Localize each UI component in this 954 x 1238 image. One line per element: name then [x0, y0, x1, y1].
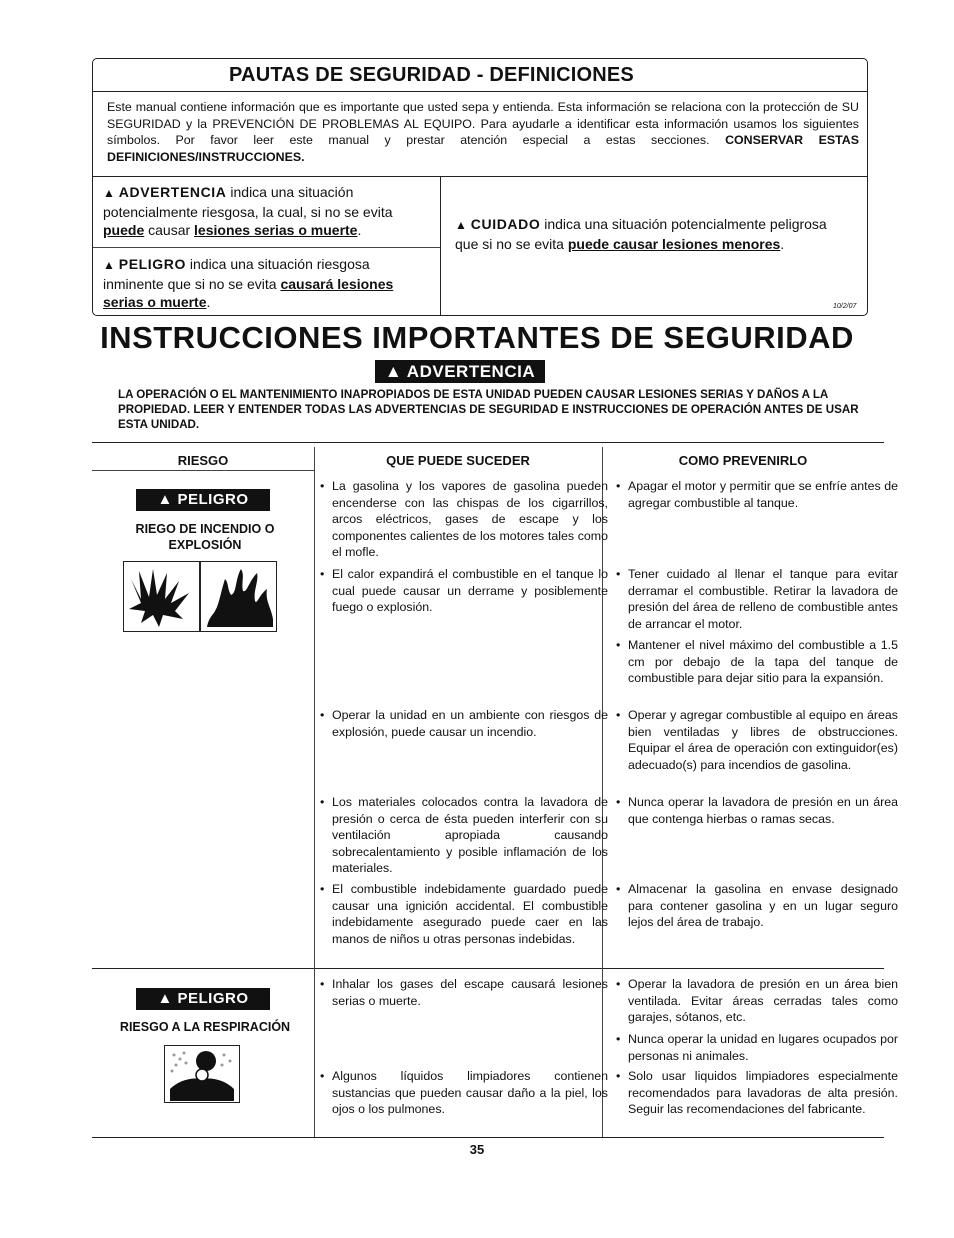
- cuidado-underline: puede causar lesiones menores: [567, 235, 781, 252]
- column-header-que-puede-suceder: QUE PUEDE SUCEDER: [386, 453, 530, 468]
- fire-explosion-icons: [123, 561, 277, 632]
- table-column-divider: [314, 447, 315, 1137]
- warning-triangle-icon: ▲: [103, 186, 115, 200]
- advertencia-text2: causar: [148, 222, 191, 238]
- list-item: • El combustible indebidamente guardado puede causar una ignición accidental. El combustible indebidamente asegurado puede caer en las manos de niños u otras personas indebidas.: [318, 881, 608, 947]
- column-header-como-prevenirlo: COMO PREVENIRLO: [678, 453, 808, 468]
- peligro-text: indica una situación riesgosa inminente que si no se evita: [103, 256, 370, 292]
- peligro-badge: ▲ PELIGRO: [136, 988, 270, 1010]
- risk-label-fire: RIEGO DE INCENDIO O EXPLOSIÓN: [135, 522, 275, 552]
- peligro-definition: [103, 255, 433, 312]
- intro-bold-text: CONSERVAR ESTAS DEFINICIONES/INSTRUCCIONES.: [107, 133, 859, 164]
- table-bottom-rule: [92, 1137, 884, 1138]
- cuidado-keyword: CUIDADO: [470, 216, 541, 232]
- page-number: 35: [469, 1142, 485, 1157]
- column-header-riesgo: RIESGO: [177, 453, 229, 468]
- advertencia-keyword: ADVERTENCIA: [118, 184, 227, 200]
- advertencia-definition: [103, 183, 433, 240]
- list-item: • Algunos líquidos limpiadores contienen sustancias que pueden causar daño a la piel, los ojos o los pulmones.: [318, 1068, 608, 1118]
- list-item: • Nunca operar la unidad en lugares ocupados por personas ni animales.: [614, 1031, 898, 1064]
- list-item: • Los materiales colocados contra la lavadora de presión o cerca de ésta pueden interferir con su ventilación apropiada causando sobrecalentamiento y posible inflamación de los materiales.: [318, 794, 608, 877]
- warning-triangle-icon: ▲: [455, 218, 467, 232]
- definitions-box: [92, 58, 868, 316]
- risk-label-breathing: RIESGO A LA RESPIRACIÓN: [119, 1020, 291, 1034]
- page-title: INSTRUCCIONES IMPORTANTES DE SEGURIDAD: [100, 320, 854, 355]
- list-item: • Tener cuidado al llenar el tanque para evitar derramar el combustible. Retirar la lavadora de presión del área de relleno de combustible antes de arrancar el motor.: [614, 566, 898, 632]
- warning-text: LA OPERACIÓN O EL MANTENIMIENTO INAPROPIADOS DE ESTA UNIDAD PUEDEN CAUSAR LESIONES SERIAS Y DAÑOS A LA PROPIEDAD. LEER Y ENTENDER TODAS LAS ADVERTENCIAS DE SEGURIDAD E INSTRUCCIONES DE OPERACIÓN ANTES DE USAR ESTA UNIDAD.: [118, 388, 859, 431]
- cuidado-end: .: [780, 235, 785, 252]
- table-section-rule: [92, 968, 884, 969]
- list-item: • Mantener el nivel máximo del combustible a 1.5 cm por debajo de la tapa del tanque de combustible para dejar sitio para la expansión.: [614, 637, 898, 687]
- list-item: • Nunca operar la lavadora de presión en un área que contenga hierbas o ramas secas.: [614, 794, 898, 827]
- advertencia-underline: lesiones serias o muerte: [194, 222, 358, 238]
- cuidado-definition: [455, 215, 835, 253]
- list-item: • Almacenar la gasolina en envase designado para contener gasolina y en un lugar seguro lejos del área de trabajo.: [614, 881, 898, 931]
- table-top-rule: [92, 442, 884, 443]
- list-item: • Solo usar liquidos limpiadores especialmente recomendados para lavadoras de alta presión. Seguir las recomendaciones del fabricante.: [614, 1068, 898, 1118]
- definitions-title: PAUTAS DE SEGURIDAD - DEFINICIONES: [93, 59, 867, 92]
- cuidado-text: indica una situación potencialmente peligrosa que si no se evita: [455, 216, 827, 252]
- list-item: • Apagar el motor y permitir que se enfríe antes de agregar combustible al tanque.: [614, 478, 898, 511]
- list-item: • Inhalar los gases del escape causará lesiones serias o muerte.: [318, 976, 608, 1009]
- list-item: • Operar la lavadora de presión en un área bien ventilada. Evitar áreas cerradas tales como garajes, sótanos, etc.: [614, 976, 898, 1026]
- definitions-column-divider: [440, 176, 441, 315]
- list-item: • Operar la unidad en un ambiente con riesgos de explosión, puede causar un incendio.: [318, 707, 608, 740]
- advertencia-end: .: [357, 222, 362, 238]
- peligro-underline: causará lesiones serias o muerte: [103, 275, 394, 310]
- advertencia-puede: puede: [103, 222, 145, 238]
- peligro-keyword: PELIGRO: [118, 256, 186, 272]
- peligro-badge: ▲ PELIGRO: [136, 489, 270, 511]
- breathing-hazard-icon: [164, 1045, 240, 1103]
- list-item: • El calor expandirá el combustible en el tanque lo cual puede causar un derrame y posiblemente fuego o explosión.: [318, 566, 608, 616]
- date-code: 10/2/07: [833, 303, 857, 310]
- definitions-row-divider: [93, 247, 440, 248]
- definitions-divider: [93, 176, 867, 177]
- peligro-end: .: [206, 294, 211, 310]
- list-item: • La gasolina y los vapores de gasolina pueden encenderse con las chispas de los cigarrillos, arcos eléctricos, gases de escape y los componentes calientes de los motores tales como el mofle.: [318, 478, 608, 561]
- advertencia-badge: ▲ ADVERTENCIA: [375, 360, 545, 383]
- list-item: • Operar y agregar combustible al equipo en áreas bien ventiladas y libres de obstrucciones. Equipar el área de operación con extinguidor(es) adecuado(s) para incendios de gasolina.: [614, 707, 898, 773]
- table-header-rule: [92, 470, 314, 471]
- warning-triangle-icon: ▲: [103, 258, 115, 272]
- intro-text: Este manual contiene información que es importante que usted sepa y entienda. Esta información se relaciona con la protección de SU SEGURIDAD y la PREVENCIÓN DE PROBLEMAS AL EQUIPO. Para ayudarle a identificar esta información usamos los siguientes símbolos. Por favor leer este manual y prestar atención especial a estas secciones.: [107, 100, 859, 147]
- advertencia-text: indica una situación potencialmente riesgosa, la cual, si no se evita: [103, 184, 393, 220]
- definitions-intro: [107, 99, 859, 165]
